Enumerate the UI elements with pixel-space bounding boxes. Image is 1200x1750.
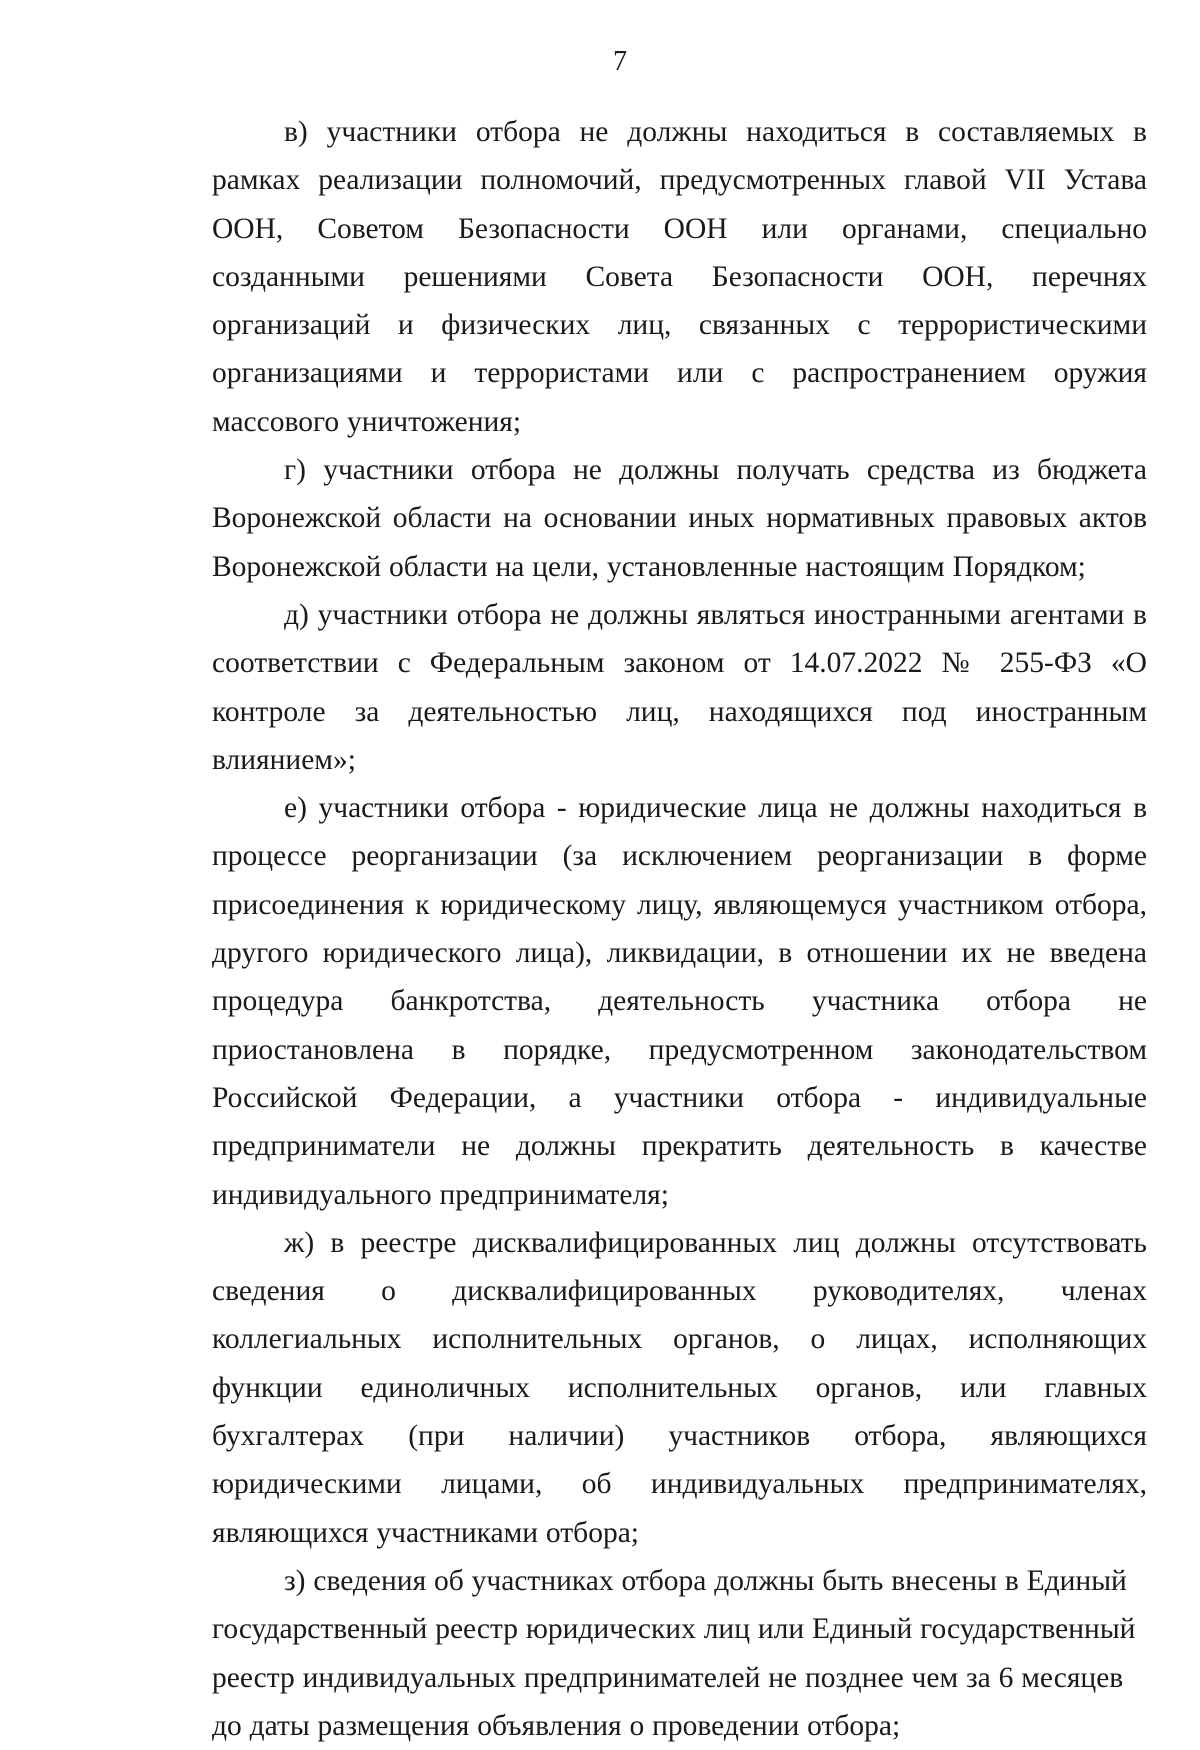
paragraph-zh: ж) в реестре дисквалифицированных лиц должны отсутствовать сведения о дисквалифицированных руководителях, членах коллегиальных исполнительных органов, о лицах, исполняющих функции единоличных исполнительных органов, или главных бухгалтерах (при наличии) участников отбора, являющихся юридическими лицами, об индивидуальных предпринимателях, являющихся участниками отбора; (212, 1226, 1147, 1549)
document-body (212, 108, 1147, 1750)
paragraph-d: д) участники отбора не должны являться иностранными агентами в соответствии с Федеральным законом от 14.07.2022 № 255-ФЗ «О контроле за деятельностью лиц, находящихся под иностранным влиянием»; (212, 598, 1147, 776)
paragraph-v: в) участники отбора не должны находиться в составляемых в рамках реализации полномочий, предусмотренных главой VII Устава ООН, Советом Безопасности ООН или органами, специально созданными решениями Совета Безопасности ООН, перечнях организаций и физических лиц, связанных с террористическими организациями и террористами или с распространением оружия массового уничтожения; (212, 116, 1147, 438)
paragraph-g: г) участники отбора не должны получать средства из бюджета Воронежской области на основании иных нормативных правовых актов Воронежской области на цели, установленные настоящим Порядком; (212, 454, 1147, 583)
page-number: 7 (613, 46, 627, 77)
paragraph-e: е) участники отбора - юридические лица не должны находиться в процессе реорганизации (за исключением реорганизации в форме присоединения к юридическому лицу, являющемуся участником отбора, другого юридического лица), ликвидации, в отношении их не введена процедура банкротства, деятельность участника отбора не приостановлена в порядке, предусмотренном законодательством Российской Федерации, а участники отбора - индивидуальные предприниматели не должны прекратить деятельность в качестве индивидуального предпринимателя; (212, 792, 1147, 1211)
paragraph-z: з) сведения об участниках отбора должны быть внесены в Единый государственный реестр юридических лиц или Единый государственный реестр индивидуальных предпринимателей не позднее чем за 6 месяцев до даты размещения объявления о проведении отбора; (212, 1564, 1136, 1742)
